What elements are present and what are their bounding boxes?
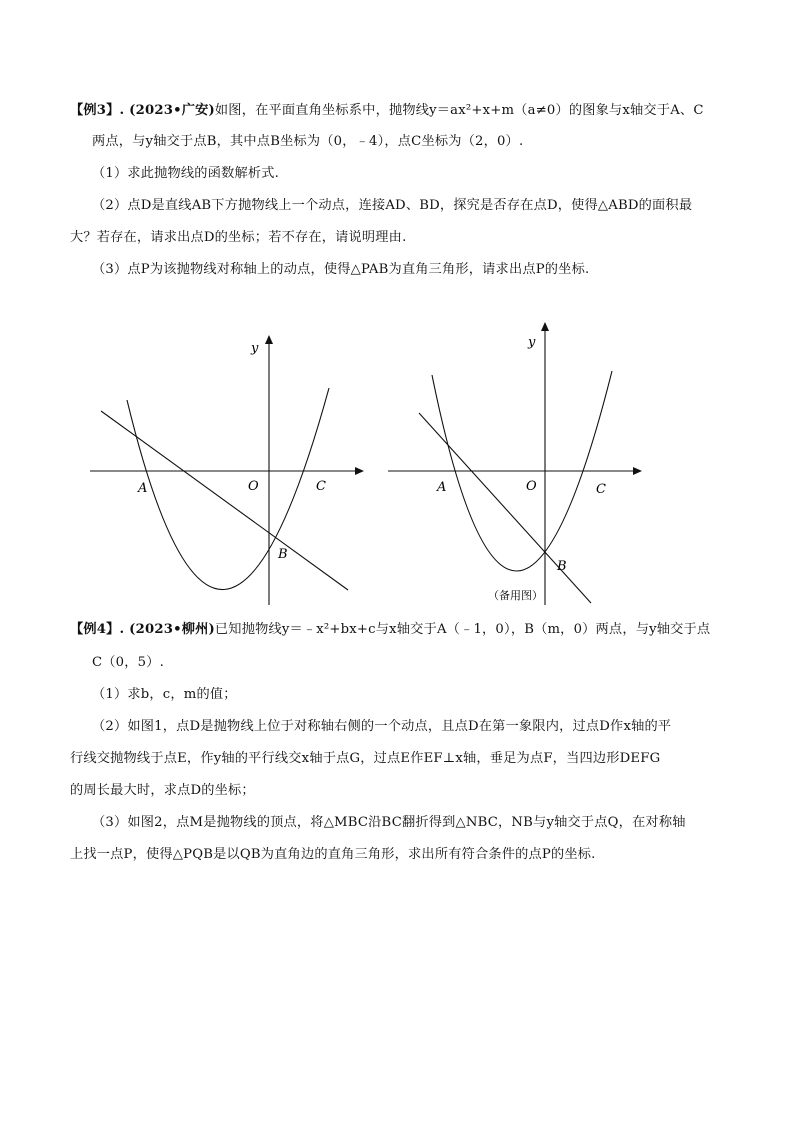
y-axis-label: y: [528, 335, 536, 350]
point-c-label: C: [596, 482, 606, 497]
example3-line2: 两点，与y轴交于点B，其中点B坐标为（0，﹣4），点C坐标为（2，0）.: [92, 134, 524, 149]
example3-source: . (2023•广安): [119, 103, 215, 118]
parabola-figure-left: [85, 330, 375, 610]
example4-text-1: 已知抛物线y＝﹣x²+bx+c与x轴交于A（﹣1，0），B（m，0）两点，与y轴交于点: [214, 622, 711, 637]
example3-line1: [70, 101, 730, 121]
point-a-label: A: [437, 480, 447, 495]
example3-question2-line2: 大？若存在，请求出点D的坐标；若不存在，请说明理由.: [70, 230, 407, 245]
example3-tag: 【例3】: [70, 103, 120, 118]
point-b-label: B: [278, 547, 288, 562]
example4-question1: （1）求b，c，m的值；: [92, 687, 237, 702]
y-axis-label: y: [251, 341, 259, 356]
example4-tag: 【例4】: [70, 622, 120, 637]
parabola-curve: [127, 388, 329, 590]
example3-question1: （1）求此抛物线的函数解析式.: [92, 166, 280, 181]
origin-label: O: [526, 479, 537, 494]
point-a-label: A: [138, 481, 148, 496]
parabola-figure-right: [385, 320, 655, 610]
example4-line1: [70, 620, 730, 640]
figure-caption: （备用图）: [488, 589, 543, 602]
line-ab: [101, 411, 348, 590]
example4-question3-line1: （3）如图2，点M是抛物线的顶点，将△MBC沿BC翻折得到△NBC，NB与y轴交于点Q，在对称轴: [92, 815, 686, 830]
point-c-label: C: [316, 479, 326, 494]
origin-label: O: [248, 479, 259, 494]
line-ab: [419, 413, 591, 603]
example4-question2-line1: （2）如图1，点D是抛物线上位于对称轴右侧的一个动点，且点D在第一象限内，过点D作x轴的平: [92, 719, 672, 734]
example4-question2-line2: 行线交抛物线于点E，作y轴的平行线交x轴于点G，过点E作EF⊥x轴，垂足为点F，当四边形DEFG: [70, 751, 661, 766]
example4-source: . (2023•柳州): [119, 622, 215, 637]
point-b-label: B: [557, 559, 567, 574]
example4-question2-line3: 的周长最大时，求点D的坐标；: [70, 783, 255, 798]
example4-question3-line2: 上找一点P，使得△PQB是以QB为直角边的直角三角形，求出所有符合条件的点P的坐标.: [70, 847, 596, 862]
example4-line2: C（0，5）.: [92, 655, 165, 670]
example3-text-1: 如图，在平面直角坐标系中，抛物线y＝ax²+x+m（a≠0）的图象与x轴交于A、C: [214, 103, 704, 118]
example3-question3: （3）点P为该抛物线对称轴上的动点，使得△PAB为直角三角形，请求出点P的坐标.: [92, 262, 590, 277]
example3-question2-line1: （2）点D是直线AB下方抛物线上一个动点，连接AD、BD，探究是否存在点D，使得△ABD的面积最: [92, 198, 693, 213]
